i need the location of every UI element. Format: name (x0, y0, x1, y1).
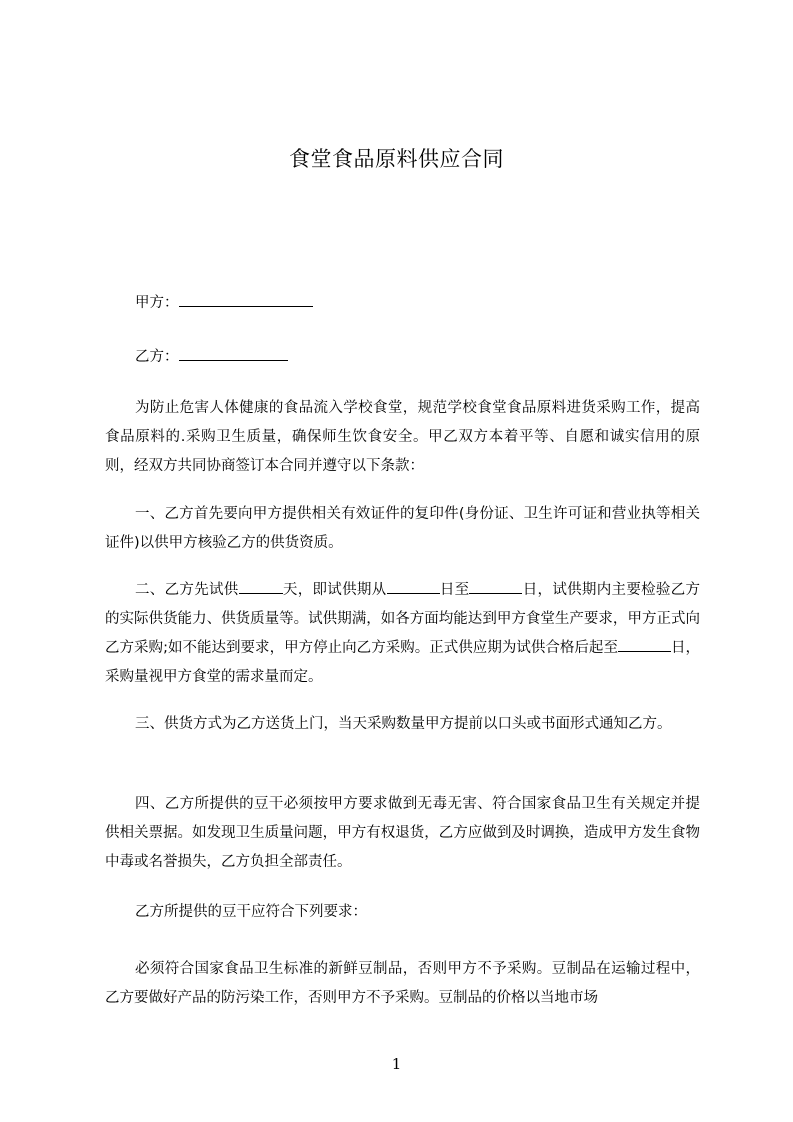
document-title: 食堂食品原料供应合同 (289, 147, 504, 171)
clause-1: 一、乙方首先要向甲方提供相关有效证件的复印件(身份证、卫生许可证和营业执等相关证件)以供甲方核验乙方的供货资质。 (105, 506, 700, 551)
clause-2 (105, 576, 700, 692)
clause-4: 四、乙方所提供的豆干必须按甲方要求做到无毒无害、符合国家食品卫生有关规定并提供相关票据。如发现卫生质量问题，甲方有权退货，乙方应做到及时调换，造成甲方发生食物中毒或名誉损失，乙方负担全部责任。 (105, 796, 700, 870)
formal-end-blank (618, 635, 671, 652)
trial-days-blank (239, 577, 283, 594)
clause-2-part-4: 日，试供期内主要检验乙方的实际供货能力、供货质量等。试供期满，如各方面均能达到甲方食堂生产要求，甲方正式向乙方采购;如不能达到要求，甲方停止向乙方采购。正式供应期为试供合格后起至 (105, 582, 701, 656)
party-b-label: 乙方： (135, 349, 179, 365)
clause-2-part-5: 日，采购量视甲方食堂的需求量而定。 (105, 640, 701, 685)
trial-end-blank (469, 577, 522, 594)
party-b-blank (179, 344, 288, 361)
party-a-label: 甲方： (135, 295, 179, 311)
clause-2-part-2: 天，即试供期从 (282, 582, 387, 598)
requirements-body: 必须符合国家食品卫生标准的新鲜豆制品，否则甲方不予采购。豆制品在运输过程中，乙方要做好产品的防污染工作，否则甲方不予采购。豆制品的价格以当地市场 (105, 961, 700, 1006)
requirements-heading: 乙方所提供的豆干应符合下列要求： (135, 904, 367, 920)
clause-3: 三、供货方式为乙方送货上门，当天采购数量甲方提前以口头或书面形式通知乙方。 (135, 716, 672, 732)
party-a-blank (179, 290, 313, 307)
party-b-line (135, 344, 288, 367)
clause-2-part-1: 二、乙方先试供 (135, 582, 239, 598)
intro-paragraph: 为防止危害人体健康的食品流入学校食堂，规范学校食堂食品原料进货采购工作，提高食品原料的.采购卫生质量，确保师生饮食安全。甲乙双方本着平等、自愿和诚实信用的原则，经双方共同协商签订本合同并遵守以下条款： (105, 400, 700, 474)
clause-2-part-3: 日至 (439, 582, 470, 598)
page-number: 1 (391, 1055, 402, 1073)
party-a-line (135, 290, 313, 313)
trial-start-blank (387, 577, 440, 594)
